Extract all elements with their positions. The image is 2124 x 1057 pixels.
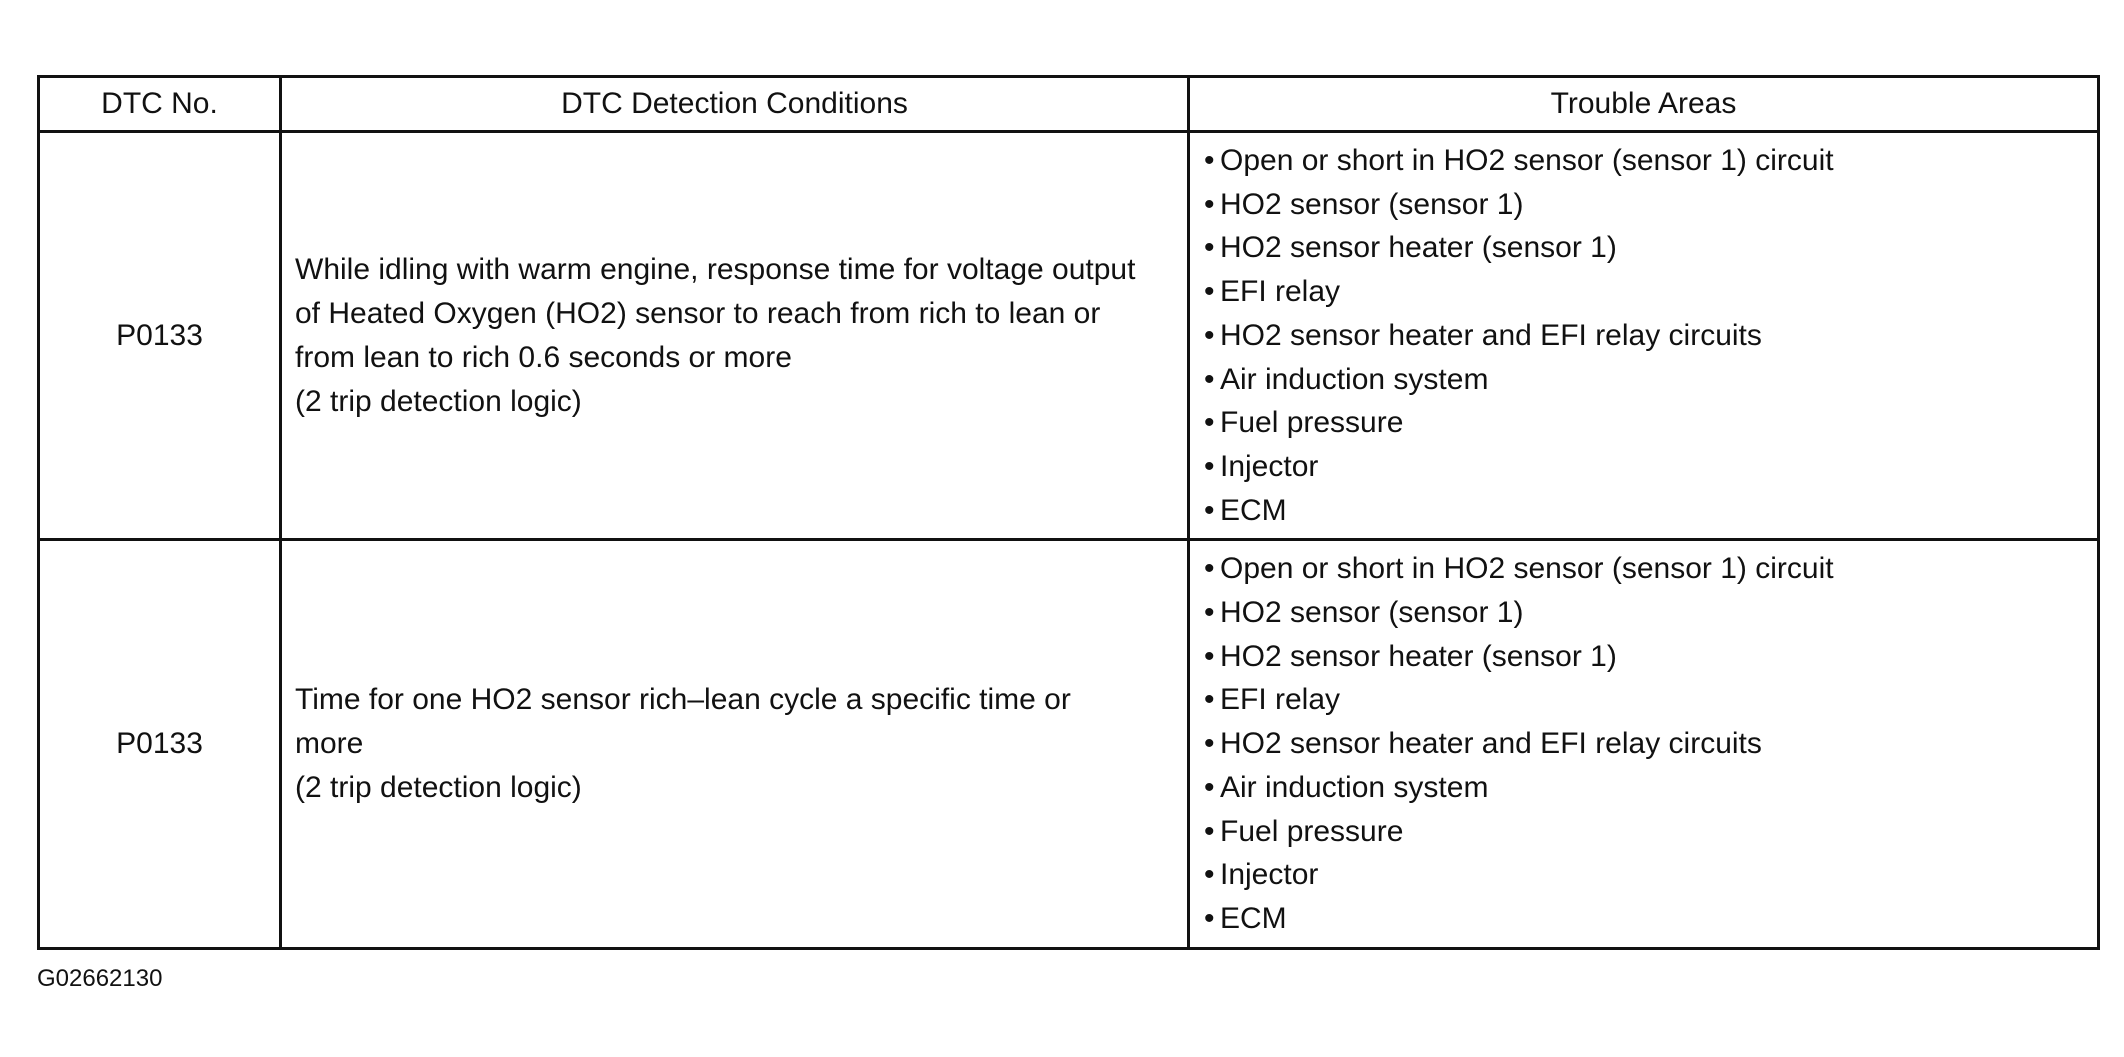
- bullet-icon: •: [1204, 814, 1215, 848]
- list-item: • ECM: [1204, 897, 2089, 941]
- list-item: • Air induction system: [1204, 766, 2089, 810]
- list-item: • Open or short in HO2 sensor (sensor 1) circuit: [1204, 139, 2089, 183]
- header-trouble-areas: Trouble Areas: [1189, 77, 2099, 132]
- bullet-icon: •: [1204, 144, 1215, 177]
- table-header-row: [39, 77, 2099, 132]
- list-item: • HO2 sensor (sensor 1): [1204, 591, 2089, 635]
- bullet-icon: •: [1204, 493, 1215, 527]
- list-item: • Fuel pressure: [1204, 401, 2089, 445]
- detection-conditions: [281, 540, 1189, 948]
- bullet-icon: •: [1204, 362, 1215, 396]
- trouble-areas: [1189, 132, 2099, 540]
- trouble-areas: [1189, 540, 2099, 948]
- condition-line: Time for one HO2 sensor rich–lean cycle a specific time or: [295, 682, 1071, 716]
- bullet-icon: •: [1204, 770, 1215, 804]
- bullet-icon: •: [1204, 318, 1215, 352]
- condition-line: more: [295, 726, 364, 760]
- table-row: [39, 540, 2099, 948]
- figure-id: G02662130: [37, 965, 163, 992]
- bullet-icon: •: [1204, 231, 1215, 265]
- list-item: • Injector: [1204, 445, 2089, 489]
- header-dtc-no: DTC No.: [39, 77, 281, 132]
- trouble-area-list: [1204, 139, 2089, 532]
- list-item: • Open or short in HO2 sensor (sensor 1) circuit: [1204, 547, 2089, 591]
- list-item: • HO2 sensor heater (sensor 1): [1204, 635, 2089, 679]
- dtc-number: P0133: [39, 132, 281, 540]
- table-row: [39, 132, 2099, 540]
- list-item: • Injector: [1204, 853, 2089, 897]
- condition-line: While idling with warm engine, response time for voltage output: [295, 252, 1136, 286]
- list-item: • HO2 sensor heater and EFI relay circuits: [1204, 722, 2089, 766]
- bullet-icon: •: [1204, 901, 1215, 935]
- bullet-icon: •: [1204, 187, 1215, 221]
- list-item: • Fuel pressure: [1204, 810, 2089, 854]
- list-item: • HO2 sensor heater (sensor 1): [1204, 226, 2089, 270]
- condition-line: of Heated Oxygen (HO2) sensor to reach from rich to lean or: [295, 296, 1101, 330]
- bullet-icon: •: [1204, 858, 1215, 892]
- detection-conditions: [281, 132, 1189, 540]
- condition-line: (2 trip detection logic): [295, 384, 582, 418]
- bullet-icon: •: [1204, 596, 1215, 630]
- list-item: • ECM: [1204, 489, 2089, 533]
- bullet-icon: •: [1204, 449, 1215, 483]
- condition-line: from lean to rich 0.6 seconds or more: [295, 340, 792, 374]
- list-item: • HO2 sensor heater and EFI relay circuits: [1204, 314, 2089, 358]
- dtc-table: [37, 75, 2100, 950]
- dtc-number: P0133: [39, 540, 281, 948]
- bullet-icon: •: [1204, 639, 1215, 673]
- bullet-icon: •: [1204, 552, 1215, 586]
- bullet-icon: •: [1204, 727, 1215, 761]
- list-item: • HO2 sensor (sensor 1): [1204, 183, 2089, 227]
- trouble-area-list: [1204, 547, 2089, 940]
- list-item: • Air induction system: [1204, 358, 2089, 402]
- bullet-icon: •: [1204, 683, 1215, 717]
- list-item: • EFI relay: [1204, 270, 2089, 314]
- bullet-icon: •: [1204, 406, 1215, 440]
- bullet-icon: •: [1204, 275, 1215, 309]
- condition-line: (2 trip detection logic): [295, 770, 582, 804]
- list-item: • EFI relay: [1204, 678, 2089, 722]
- header-detection-conditions: DTC Detection Conditions: [281, 77, 1189, 132]
